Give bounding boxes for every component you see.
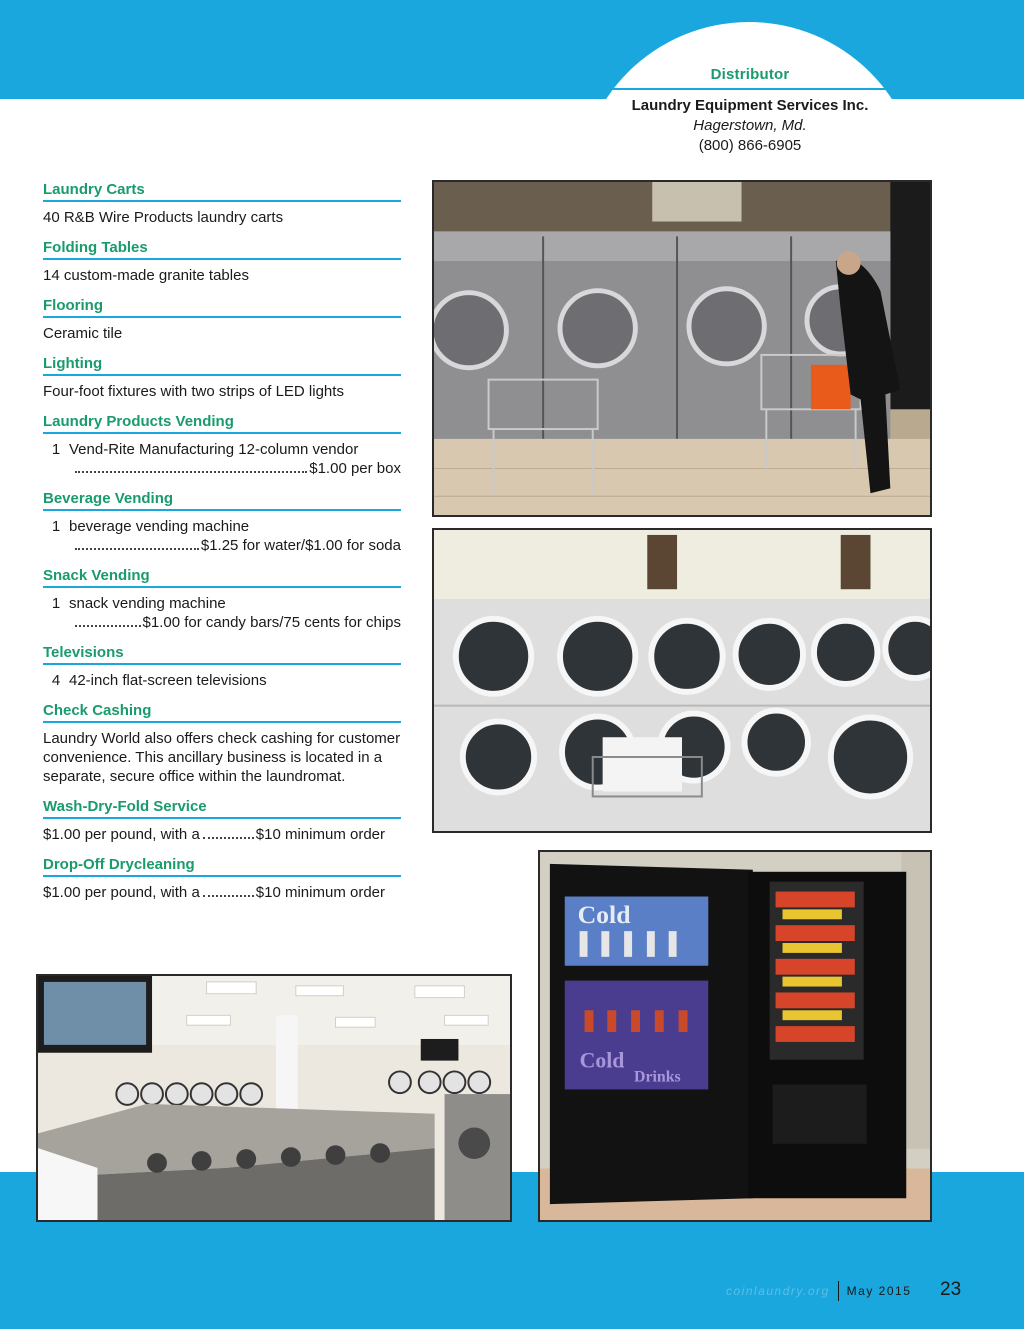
vending-sign-drinks: Drinks (634, 1068, 681, 1086)
section-wash-dry-fold (43, 797, 401, 844)
distributor-heading: Distributor (710, 66, 790, 83)
section-text: Four-foot fixtures with two strips of LED lights (43, 383, 344, 400)
item-description: 42-inch flat-screen televisions (69, 672, 267, 689)
footer-date: May 2015 (846, 1284, 912, 1298)
section-beverage-vending (43, 489, 401, 555)
section-title: Snack Vending (43, 566, 401, 588)
dot-leader (203, 883, 254, 897)
photo-washers-customer (432, 180, 932, 517)
vending-sign-cold: Cold (577, 900, 631, 930)
price-line (43, 883, 401, 902)
item-quantity: 1 (51, 441, 61, 458)
section-title: Laundry Products Vending (43, 412, 401, 434)
item-price: $1.25 for water/$1.00 for soda (200, 537, 401, 554)
section-title: Televisions (43, 643, 401, 665)
dot-leader (75, 536, 199, 550)
section-televisions (43, 643, 401, 690)
price-lead: $1.00 per pound, with a (43, 826, 200, 843)
dot-leader (75, 613, 141, 627)
item-description: Vend-Rite Manufacturing 12-column vendor (69, 441, 359, 458)
photo-dryers (432, 528, 932, 833)
dot-leader (203, 825, 254, 839)
price-row (43, 459, 401, 478)
item-row (43, 594, 401, 613)
section-laundry-carts (43, 180, 401, 227)
item-row (43, 440, 401, 459)
price-row (43, 536, 401, 555)
section-drop-off-drycleaning (43, 855, 401, 902)
section-check-cashing (43, 701, 401, 786)
section-title: Flooring (43, 296, 401, 318)
item-description: snack vending machine (69, 595, 226, 612)
dot-leader (75, 459, 307, 473)
section-lighting (43, 354, 401, 401)
price-row (43, 613, 401, 632)
distributor-city: Hagerstown, Md. (693, 117, 807, 134)
item-quantity: 1 (51, 518, 61, 535)
item-quantity: 1 (51, 595, 61, 612)
distributor-rule (590, 88, 910, 90)
footer-site: coinlaundry.org (726, 1284, 830, 1298)
section-flooring (43, 296, 401, 343)
distributor-name: Laundry Equipment Services Inc. (631, 97, 869, 114)
section-text: 14 custom-made granite tables (43, 267, 249, 284)
section-title: Beverage Vending (43, 489, 401, 511)
section-title: Drop-Off Drycleaning (43, 855, 401, 877)
price-lead: $1.00 per pound, with a (43, 884, 200, 901)
section-laundry-products-vending (43, 412, 401, 478)
page-number: 23 (940, 1279, 962, 1300)
section-text: Ceramic tile (43, 325, 123, 342)
section-title: Wash-Dry-Fold Service (43, 797, 401, 819)
price-line (43, 825, 401, 844)
section-folding-tables (43, 238, 401, 285)
footer-divider (838, 1281, 839, 1301)
item-price: $10 minimum order (255, 884, 385, 901)
item-row (43, 517, 401, 536)
section-title: Check Cashing (43, 701, 401, 723)
vending-sign-cold-lower: Cold (579, 1048, 625, 1073)
item-description: beverage vending machine (69, 518, 250, 535)
distributor-box (600, 66, 900, 156)
item-price: $1.00 per box (309, 460, 401, 477)
page-footer (726, 1281, 911, 1301)
photo-laundromat-interior (36, 974, 512, 1222)
item-price: $1.00 for candy bars/75 cents for chips (142, 614, 401, 631)
item-quantity: 4 (51, 672, 61, 689)
section-text: 40 R&B Wire Products laundry carts (43, 209, 284, 226)
section-title: Lighting (43, 354, 401, 376)
item-price: $10 minimum order (255, 826, 385, 843)
equipment-list (43, 180, 401, 913)
section-title: Folding Tables (43, 238, 401, 260)
section-snack-vending (43, 566, 401, 632)
photo-vending-machines (538, 850, 932, 1222)
item-row (43, 671, 401, 690)
section-title: Laundry Carts (43, 180, 401, 202)
distributor-phone: (800) 866-6905 (698, 137, 802, 154)
section-text: Laundry World also offers check cashing for customer convenience. This ancillary business is located in a separate, secure office within the laundromat. (43, 730, 401, 785)
